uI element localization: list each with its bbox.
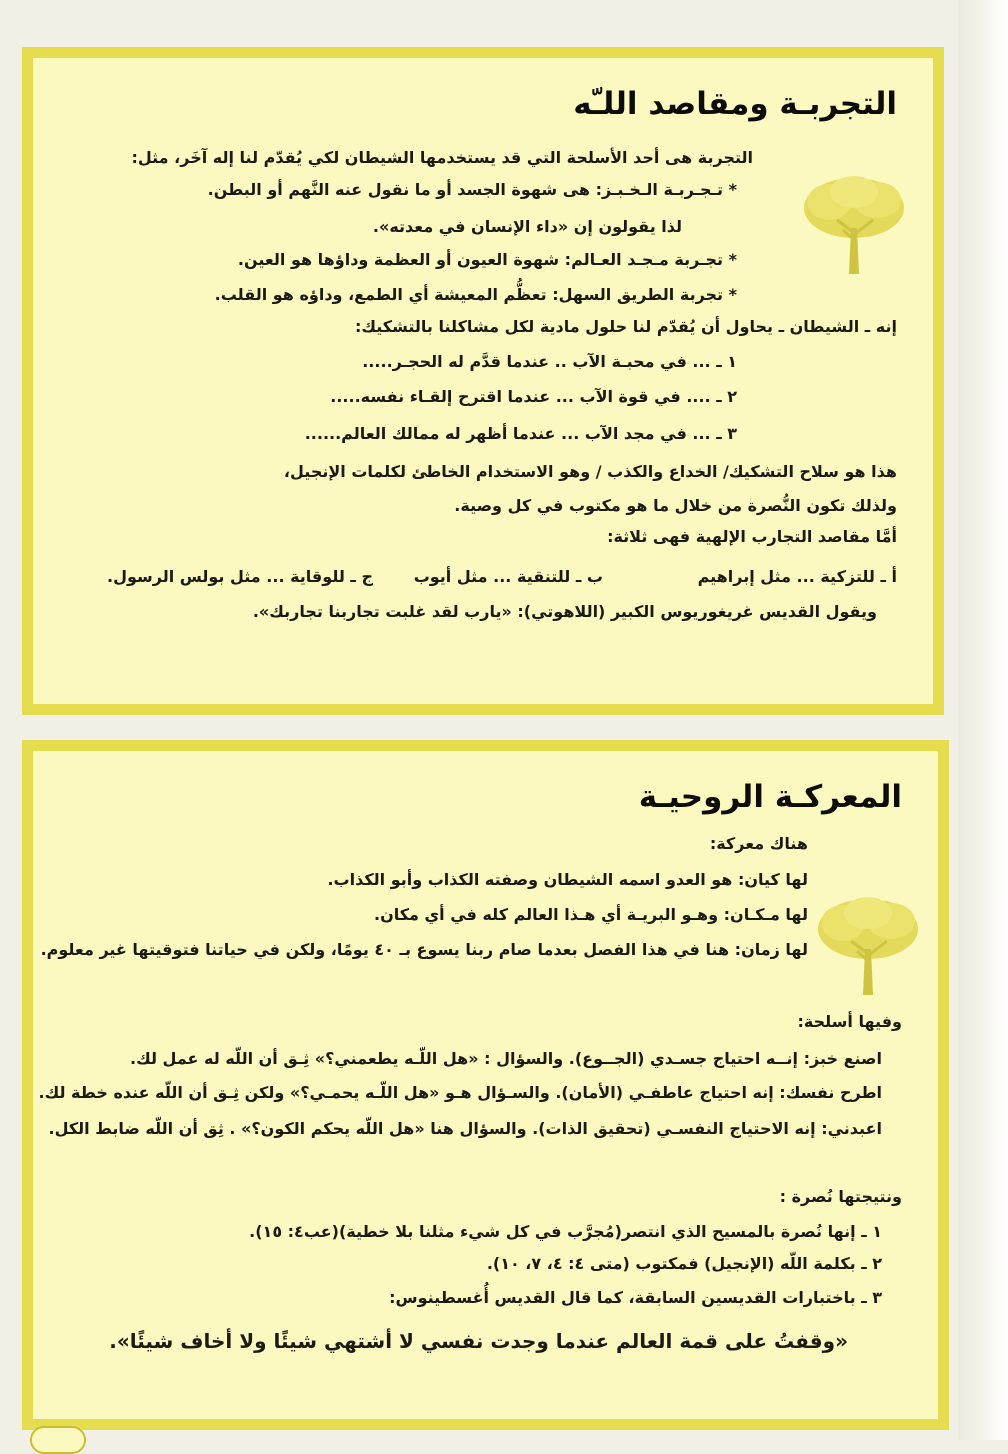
text-line: ولذلك تكون النُّصرة من خلال ما هو مكتوب في كل وصية.	[454, 496, 897, 515]
list-item: ٢ ـ .... في قوة الآب ... عندما اقترح إلقـاء نفسه.....	[330, 387, 737, 406]
text-line: لها زمان: هنا في هذا الفصل بعدما صام ربنا يسوع بـ ٤٠ يومًا، ولكن في حياتنا فتوقيتها غير معلوم.	[40, 940, 808, 959]
text-line: * تجـربة مـجـد العـالم: شهوة العيون أو العظمة وداؤها هو العين.	[237, 250, 737, 269]
result-item: ١ ـ إنها نُصرة بالمسيح الذي انتصر(مُجرَّب في كل شيء مثلنا بلا خطية)(عب٤: ١٥).	[249, 1222, 882, 1241]
text-line: * تجربة الطريق السهل: تعظُّم المعيشة أي الطمع، وداؤه هو القلب.	[214, 285, 737, 304]
purpose-c: ج ـ للوقاية ... مثل بولس الرسول.	[107, 567, 373, 586]
text-line: إنه ـ الشيطان ـ يحاول أن يُقدّم لنا حلول مادية لكل مشاكلنا بالتشكيك:	[354, 317, 897, 336]
text-line: أمَّا مقاصد التجارب الإلهية فهى ثلاثة:	[607, 527, 897, 546]
text-line: لها مـكـان: وهـو البريـة أي هـذا العالم كله في أي مكان.	[373, 905, 808, 924]
tree-icon	[799, 170, 909, 280]
weapon-item: اطرح نفسك: إنه احتياج عاطفـي (الأمان). والسـؤال هـو «هل اللّـه يحمـي؟» ولكن ثِـق أن اللّه عنده خطة لك.	[38, 1083, 882, 1102]
text-line: هذا هو سلاح التشكيك/ الخداع والكذب / وهو الاستخدام الخاطئ لكلمات الإنجيل،	[283, 462, 897, 481]
section-temptation	[22, 47, 944, 715]
text-line: * تـجـربـة الـخـبـز: هى شهوة الجسد أو ما نقول عنه النَّهم أو البطن.	[207, 180, 737, 199]
page-number-badge	[30, 1426, 86, 1454]
result-item: ٢ ـ بكلمة اللّه (الإنجيل) فمكتوب (متى ٤: ٤، ٧، ١٠).	[486, 1254, 882, 1273]
quote: ويقول القديس غريغوريوس الكبير (اللاهوتي): «يارب لقد غلبت تجاربنا تجاربك».	[252, 602, 877, 621]
text-line: هناك معركة:	[709, 834, 808, 853]
weapon-item: اصنع خبز: إنــه احتياج جسـدي (الجــوع). والسؤال : «هل اللّـه يطعمني؟» ثِـق أن اللّه له عمل لك.	[129, 1049, 882, 1068]
text-line: لها كيان: هو العدو اسمه الشيطان وصفته الكذاب وأبو الكذاب.	[327, 870, 808, 889]
result-title: ونتيجتها نُصرة :	[779, 1187, 902, 1206]
text-line: لذا يقولون إن «داء الإنسان في معدته».	[372, 217, 682, 236]
weapon-item: اعبدني: إنه الاحتياج النفسـي (تحقيق الذات). والسؤال هنا «هل اللّه يحكم الكون؟» . ثِق أن اللّه ضابط الكل.	[48, 1119, 882, 1138]
tree-icon	[813, 891, 923, 1001]
list-item: ٣ ـ ... في مجد الآب ... عندما أظهر له ممالك العالم......	[304, 424, 737, 443]
weapons-title: وفيها أسلحة:	[797, 1012, 902, 1031]
result-item: ٣ ـ باختبارات القديسين السابقة، كما قال القديس أُغسطينوس:	[389, 1288, 882, 1307]
list-item: ١ ـ ... في محبـة الآب .. عندما قدَّم له الحجـر.....	[362, 352, 737, 371]
purpose-a: أ ـ للتزكية ... مثل إبراهيم	[697, 567, 897, 586]
final-quote: «وقفتُ على قمة العالم عندما وجدت نفسي لا أشتهي شيئًا ولا أخاف شيئًا».	[109, 1329, 848, 1353]
section-title: التجربـة ومقاصد اللـّه	[573, 86, 897, 122]
section-title: المعركـة الروحيـة	[638, 779, 902, 815]
section-spiritual-battle	[22, 740, 949, 1430]
text-line: التجربة هى أحد الأسلحة التي قد يستخدمها الشيطان لكي يُقدّم لنا إله آخَر، مثل:	[131, 148, 753, 167]
purpose-b: ب ـ للتنقية ... مثل أيوب	[413, 567, 603, 586]
page-edge	[958, 0, 1008, 1440]
